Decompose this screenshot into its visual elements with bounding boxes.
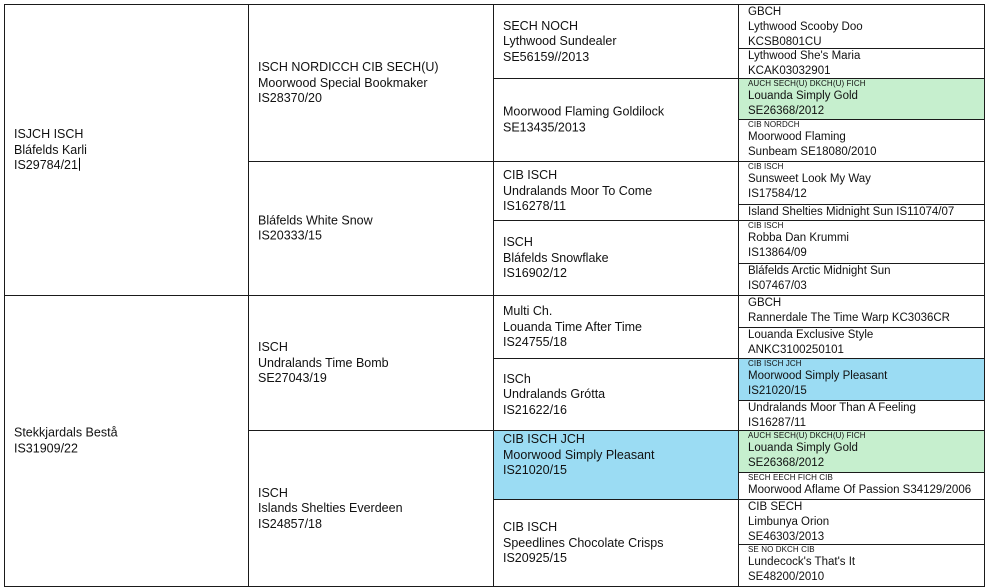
great-grandparent-line: Bláfelds Arctic Midnight Sun — [748, 265, 891, 277]
great-grandparent-cell — [738, 472, 985, 500]
great-grandparent-line: Sunsweet Look My Way — [748, 173, 871, 185]
sire-line: Bláfelds Karli — [14, 142, 87, 157]
parent-cell — [248, 4, 494, 162]
grandparent-line: Undralands Moor To Come — [503, 183, 653, 198]
great-grandparent-line: Lythwood She's Maria — [748, 50, 861, 62]
grandparent-line: SE56159//2013 — [503, 49, 590, 64]
title-line: SE NO DKCH CIB — [748, 545, 815, 554]
grandparent-line: Moorwood Flaming Goldilock — [503, 104, 665, 119]
parent-line: Moorwood Special Bookmaker — [258, 75, 428, 90]
grandparent-line: IS16278/11 — [503, 198, 567, 213]
great-grandparent-line: IS07467/03 — [748, 280, 807, 292]
grandparent-line: CIB ISCH — [503, 519, 558, 534]
title-line: CIB SECH — [748, 501, 803, 513]
parent-line: ISCH — [258, 485, 288, 500]
grandparent-cell — [493, 430, 739, 500]
grandparent-line: IS16902/12 — [503, 265, 567, 280]
grandparent-line: Multi Ch. — [503, 303, 553, 318]
grandparent-line: IS24755/18 — [503, 334, 567, 349]
grandparent-line: SE13435/2013 — [503, 120, 586, 134]
great-grandparent-cell — [738, 4, 985, 49]
parent-cell — [248, 295, 494, 431]
title-line: AUCH SECH(U) DKCH(U) FICH — [748, 431, 866, 440]
great-grandparent-line: IS17584/12 — [748, 188, 807, 200]
great-grandparent-line: Limbunya Orion — [748, 516, 830, 528]
parent-line: Islands Shelties Everdeen — [258, 500, 403, 515]
parent-line: IS24857/18 — [258, 516, 322, 531]
sire-line: ISJCH ISCH — [14, 126, 84, 141]
grandparent-line: CIB ISCH — [503, 167, 558, 182]
great-grandparent-line: ANKC3100250101 — [748, 344, 844, 356]
sire-cell — [4, 4, 249, 296]
grandparent-line: IS20925/15 — [503, 550, 567, 565]
great-grandparent-line: KCSB0801CU — [748, 36, 822, 48]
parent-cell — [248, 430, 494, 587]
grandparent-line: ISCH — [503, 234, 533, 249]
dam-cell — [4, 295, 249, 587]
great-grandparent-line: SE48200/2010 — [748, 571, 825, 583]
title-line: AUCH SECH(U) DKCH(U) FICH — [748, 79, 866, 88]
grandparent-line: ISCh — [503, 371, 531, 386]
grandparent-line: Bláfelds Snowflake — [503, 250, 609, 265]
title-line: GBCH — [748, 297, 782, 309]
great-grandparent-line: Moorwood Flaming — [748, 131, 846, 143]
grandparent-cell — [493, 78, 739, 162]
parent-cell — [248, 161, 494, 296]
great-grandparent-line: Louanda Exclusive Style — [748, 329, 874, 341]
great-grandparent-line: Lythwood Scooby Doo — [748, 21, 863, 33]
great-grandparent-line: Sunbeam SE18080/2010 — [748, 146, 877, 158]
grandparent-cell — [493, 358, 739, 431]
grandparent-line: Undralands Grótta — [503, 386, 606, 401]
parent-line: Bláfelds White Snow — [258, 213, 373, 227]
great-grandparent-line: Undralands Moor Than A Feeling — [748, 402, 916, 414]
dam-line: Stekkjardals Bestå — [14, 425, 118, 440]
great-grandparent-line: Louanda Simply Gold — [748, 90, 858, 102]
great-grandparent-cell — [738, 295, 985, 328]
great-grandparent-line: SE46303/2013 — [748, 531, 825, 543]
parent-line: Undralands Time Bomb — [258, 355, 389, 370]
great-grandparent-line: IS21020/15 — [748, 385, 807, 397]
great-grandparent-line: IS16287/11 — [748, 417, 806, 429]
great-grandparent-cell — [738, 161, 985, 205]
great-grandparent-line: Moorwood Aflame Of Passion S34129/2006 — [748, 484, 972, 496]
great-grandparent-cell — [738, 327, 985, 359]
great-grandparent-cell — [738, 358, 985, 401]
grandparent-cell — [493, 499, 739, 587]
title-line: CIB NORDCH — [748, 120, 800, 129]
title-line: SECH EECH FICH CIB — [748, 473, 833, 482]
great-grandparent-cell — [738, 544, 985, 587]
parent-line: SE27043/19 — [258, 370, 327, 385]
grandparent-line: IS21020/15 — [503, 463, 567, 477]
great-grandparent-line: Island Shelties Midnight Sun IS11074/07 — [748, 206, 955, 218]
grandparent-line: IS21622/16 — [503, 402, 567, 417]
title-line: CIB ISCH — [748, 162, 784, 171]
grandparent-cell — [493, 161, 739, 221]
great-grandparent-cell — [738, 48, 985, 79]
parent-line: ISCH — [258, 339, 288, 354]
great-grandparent-cell — [738, 499, 985, 545]
grandparent-line: Lythwood Sundealer — [503, 33, 617, 48]
great-grandparent-cell — [738, 119, 985, 162]
great-grandparent-cell — [738, 78, 985, 120]
great-grandparent-line: SE26368/2012 — [748, 105, 825, 117]
great-grandparent-line: Lundecock's That's It — [748, 556, 856, 568]
dam-line: IS31909/22 — [14, 441, 78, 455]
great-grandparent-cell — [738, 220, 985, 264]
title-line: CIB ISCH — [748, 221, 784, 230]
parent-line: ISCH NORDICCH CIB SECH(U) — [258, 59, 439, 74]
great-grandparent-line: IS13864/09 — [748, 247, 807, 259]
great-grandparent-cell — [738, 430, 985, 473]
parent-line: IS20333/15 — [258, 228, 322, 243]
great-grandparent-line: Rannerdale The Time Warp KC3036CR — [748, 312, 950, 324]
great-grandparent-cell — [738, 263, 985, 296]
grandparent-cell — [493, 295, 739, 359]
great-grandparent-line: Louanda Simply Gold — [748, 442, 858, 454]
grandparent-line: CIB ISCH JCH — [503, 432, 585, 446]
great-grandparent-line: Robba Dan Krummi — [748, 232, 849, 244]
grandparent-line: Moorwood Simply Pleasant — [503, 447, 655, 462]
grandparent-cell — [493, 4, 739, 79]
grandparent-line: Louanda Time After Time — [503, 319, 642, 334]
grandparent-cell — [493, 220, 739, 296]
great-grandparent-cell — [738, 400, 985, 431]
grandparent-line: Speedlines Chocolate Crisps — [503, 535, 664, 550]
great-grandparent-cell — [738, 204, 985, 221]
title-line: CIB ISCH JCH — [748, 359, 802, 368]
sire-line: IS29784/21 — [14, 158, 244, 174]
great-grandparent-line: KCAK03032901 — [748, 65, 831, 77]
great-grandparent-line: Moorwood Simply Pleasant — [748, 370, 888, 382]
parent-line: IS28370/20 — [258, 90, 322, 105]
great-grandparent-line: SE26368/2012 — [748, 457, 825, 469]
title-line: GBCH — [748, 6, 782, 18]
grandparent-line: SECH NOCH — [503, 18, 579, 33]
